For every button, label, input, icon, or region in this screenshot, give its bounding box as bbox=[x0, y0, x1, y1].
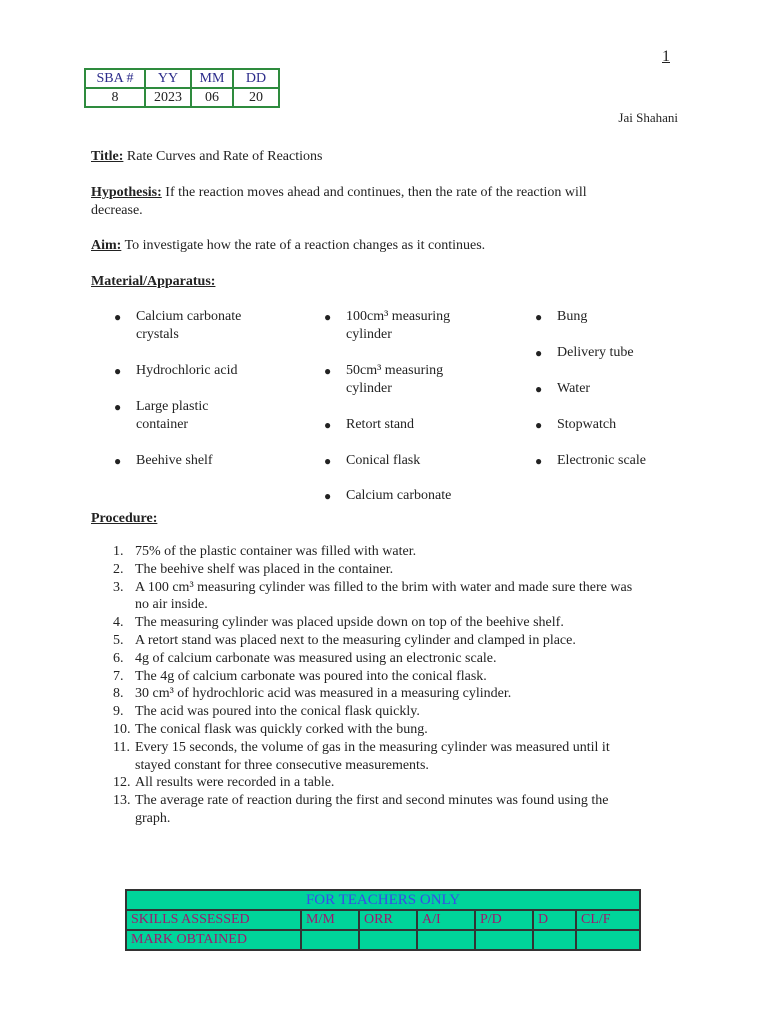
skill-d: D bbox=[533, 910, 576, 930]
bullet-icon: ● bbox=[114, 454, 122, 468]
material-item-text: Electronic scale bbox=[557, 453, 647, 468]
procedure-step bbox=[91, 543, 691, 561]
bullet-icon: ● bbox=[324, 364, 332, 378]
material-item-text: Large plastic bbox=[136, 399, 209, 414]
material-item bbox=[535, 452, 647, 470]
mark-cell[interactable] bbox=[301, 930, 359, 950]
title-line bbox=[91, 148, 691, 166]
material-item-text: Bung bbox=[557, 309, 588, 324]
material-item bbox=[535, 416, 617, 434]
step-text: 4g of calcium carbonate was measured using an electronic scale. bbox=[135, 650, 497, 666]
bullet-icon: ● bbox=[114, 364, 122, 378]
mark-cell[interactable] bbox=[533, 930, 576, 950]
sba-value: 8 bbox=[85, 88, 145, 107]
materials-label: Material/Apparatus: bbox=[91, 274, 216, 289]
step-number: 13. bbox=[113, 793, 131, 809]
step-text: The beehive shelf was placed in the container. bbox=[135, 561, 394, 577]
step-text: graph. bbox=[135, 810, 171, 826]
hypothesis-text: If the reaction moves ahead and continues, then the rate of the reaction will bbox=[165, 185, 587, 200]
step-number: 2. bbox=[113, 561, 124, 577]
step-text: All results were recorded in a table. bbox=[135, 775, 335, 791]
material-item-text: Calcium carbonate bbox=[346, 488, 452, 503]
sba-table bbox=[84, 68, 280, 108]
mark-cell[interactable] bbox=[576, 930, 640, 950]
material-item-text: crystals bbox=[136, 327, 179, 342]
procedure-label: Procedure: bbox=[91, 511, 158, 526]
step-number: 8. bbox=[113, 686, 124, 702]
bullet-icon: ● bbox=[535, 382, 543, 396]
skills-assessed-label: SKILLS ASSESSED bbox=[126, 910, 301, 930]
bullet-icon: ● bbox=[535, 454, 543, 468]
step-text: A 100 cm³ measuring cylinder was filled to the brim with water and made sure there was bbox=[135, 579, 633, 595]
step-number: 1. bbox=[113, 544, 124, 559]
hypothesis-label: Hypothesis: bbox=[91, 185, 162, 200]
day-header: DD bbox=[233, 69, 279, 88]
procedure-step bbox=[91, 703, 691, 721]
step-text: The 4g of calcium carbonate was poured into the conical flask. bbox=[135, 668, 487, 684]
material-item bbox=[535, 308, 588, 326]
material-item-text: Stopwatch bbox=[557, 417, 617, 432]
step-number: 10. bbox=[113, 721, 131, 737]
step-text: The average rate of reaction during the first and second minutes was found using the bbox=[135, 793, 609, 809]
procedure-step bbox=[91, 792, 691, 828]
year-header: YY bbox=[145, 69, 191, 88]
step-text: 75% of the plastic container was filled with water. bbox=[135, 544, 417, 559]
mark-cell[interactable] bbox=[417, 930, 475, 950]
procedure-step bbox=[91, 685, 691, 703]
material-item bbox=[114, 308, 242, 344]
material-item-text: Water bbox=[557, 381, 591, 396]
year-value: 2023 bbox=[145, 88, 191, 107]
step-number: 5. bbox=[113, 632, 124, 648]
skill-mm: M/M bbox=[301, 910, 359, 930]
step-text: The measuring cylinder was placed upside down on top of the beehive shelf. bbox=[135, 615, 564, 631]
bullet-icon: ● bbox=[324, 454, 332, 468]
mark-cell[interactable] bbox=[359, 930, 417, 950]
material-item-text: Calcium carbonate bbox=[136, 309, 242, 324]
procedure-step bbox=[91, 739, 691, 775]
step-number: 11. bbox=[113, 739, 130, 755]
skill-ai: A/I bbox=[417, 910, 475, 930]
step-text: no air inside. bbox=[135, 597, 208, 613]
hypothesis-text-2: decrease. bbox=[91, 203, 143, 218]
material-item-text: Conical flask bbox=[346, 453, 421, 468]
procedure-step bbox=[91, 774, 691, 792]
bullet-icon: ● bbox=[535, 310, 543, 324]
sba-header: SBA # bbox=[85, 69, 145, 88]
step-text: 30 cm³ of hydrochloric acid was measured in a measuring cylinder. bbox=[135, 686, 512, 702]
bullet-icon: ● bbox=[324, 418, 332, 432]
skill-pd: P/D bbox=[475, 910, 533, 930]
month-value: 06 bbox=[191, 88, 233, 107]
bullet-icon: ● bbox=[535, 418, 543, 432]
step-number: 4. bbox=[113, 615, 124, 631]
step-text: The acid was poured into the conical flask quickly. bbox=[135, 704, 420, 720]
mark-obtained-label: MARK OBTAINED bbox=[126, 930, 301, 950]
step-number: 9. bbox=[113, 704, 124, 720]
material-item-text: cylinder bbox=[346, 327, 392, 342]
bullet-icon: ● bbox=[114, 400, 122, 414]
material-item-text: Hydrochloric acid bbox=[136, 363, 238, 378]
aim-text: To investigate how the rate of a reaction changes as it continues. bbox=[124, 238, 486, 253]
material-item bbox=[324, 416, 415, 434]
material-item-text: 100cm³ measuring bbox=[346, 309, 451, 324]
material-item bbox=[324, 362, 444, 398]
procedure-step bbox=[91, 561, 691, 579]
bullet-icon: ● bbox=[324, 489, 332, 503]
material-item bbox=[114, 398, 209, 434]
step-text: Every 15 seconds, the volume of gas in the measuring cylinder was measured until it bbox=[135, 739, 610, 755]
page-number: 1 bbox=[662, 48, 670, 65]
material-item bbox=[535, 380, 591, 398]
author-name: Jai Shahani bbox=[618, 110, 678, 125]
procedure-step bbox=[91, 614, 691, 632]
bullet-icon: ● bbox=[324, 310, 332, 324]
material-item-text: Delivery tube bbox=[557, 345, 634, 360]
material-item bbox=[324, 452, 421, 470]
skill-clf: CL/F bbox=[576, 910, 640, 930]
material-item bbox=[324, 308, 451, 344]
procedure-list bbox=[91, 543, 691, 828]
title-text: Rate Curves and Rate of Reactions bbox=[126, 149, 323, 164]
title-label: Title: bbox=[91, 149, 124, 164]
hypothesis-paragraph bbox=[91, 184, 691, 220]
procedure-step bbox=[91, 579, 691, 615]
month-header: MM bbox=[191, 69, 233, 88]
material-item-text: container bbox=[136, 417, 189, 432]
material-item bbox=[324, 487, 452, 505]
mark-cell[interactable] bbox=[475, 930, 533, 950]
material-item-text: cylinder bbox=[346, 381, 392, 396]
procedure-step bbox=[91, 721, 691, 739]
materials-heading bbox=[91, 273, 691, 291]
bullet-icon: ● bbox=[535, 346, 543, 360]
step-number: 12. bbox=[113, 775, 131, 791]
aim-label: Aim: bbox=[91, 238, 122, 253]
teachers-heading: FOR TEACHERS ONLY bbox=[126, 890, 640, 910]
procedure-step bbox=[91, 632, 691, 650]
step-number: 6. bbox=[113, 650, 124, 666]
material-item bbox=[114, 452, 213, 470]
material-item-text: Retort stand bbox=[346, 417, 415, 432]
step-text: A retort stand was placed next to the measuring cylinder and clamped in place. bbox=[135, 632, 576, 648]
material-item-text: 50cm³ measuring bbox=[346, 363, 444, 378]
teachers-table bbox=[125, 889, 641, 951]
step-text: The conical flask was quickly corked with the bung. bbox=[135, 721, 428, 737]
procedure-step bbox=[91, 668, 691, 686]
procedure-heading bbox=[91, 510, 691, 528]
material-item-text: Beehive shelf bbox=[136, 453, 213, 468]
step-number: 3. bbox=[113, 579, 124, 595]
day-value: 20 bbox=[233, 88, 279, 107]
skill-orr: ORR bbox=[359, 910, 417, 930]
step-text: stayed constant for three consecutive measurements. bbox=[135, 757, 429, 773]
bullet-icon: ● bbox=[114, 310, 122, 324]
material-item bbox=[535, 344, 634, 362]
material-item bbox=[114, 362, 238, 380]
aim-line bbox=[91, 237, 691, 255]
step-number: 7. bbox=[113, 668, 124, 684]
procedure-step bbox=[91, 650, 691, 668]
